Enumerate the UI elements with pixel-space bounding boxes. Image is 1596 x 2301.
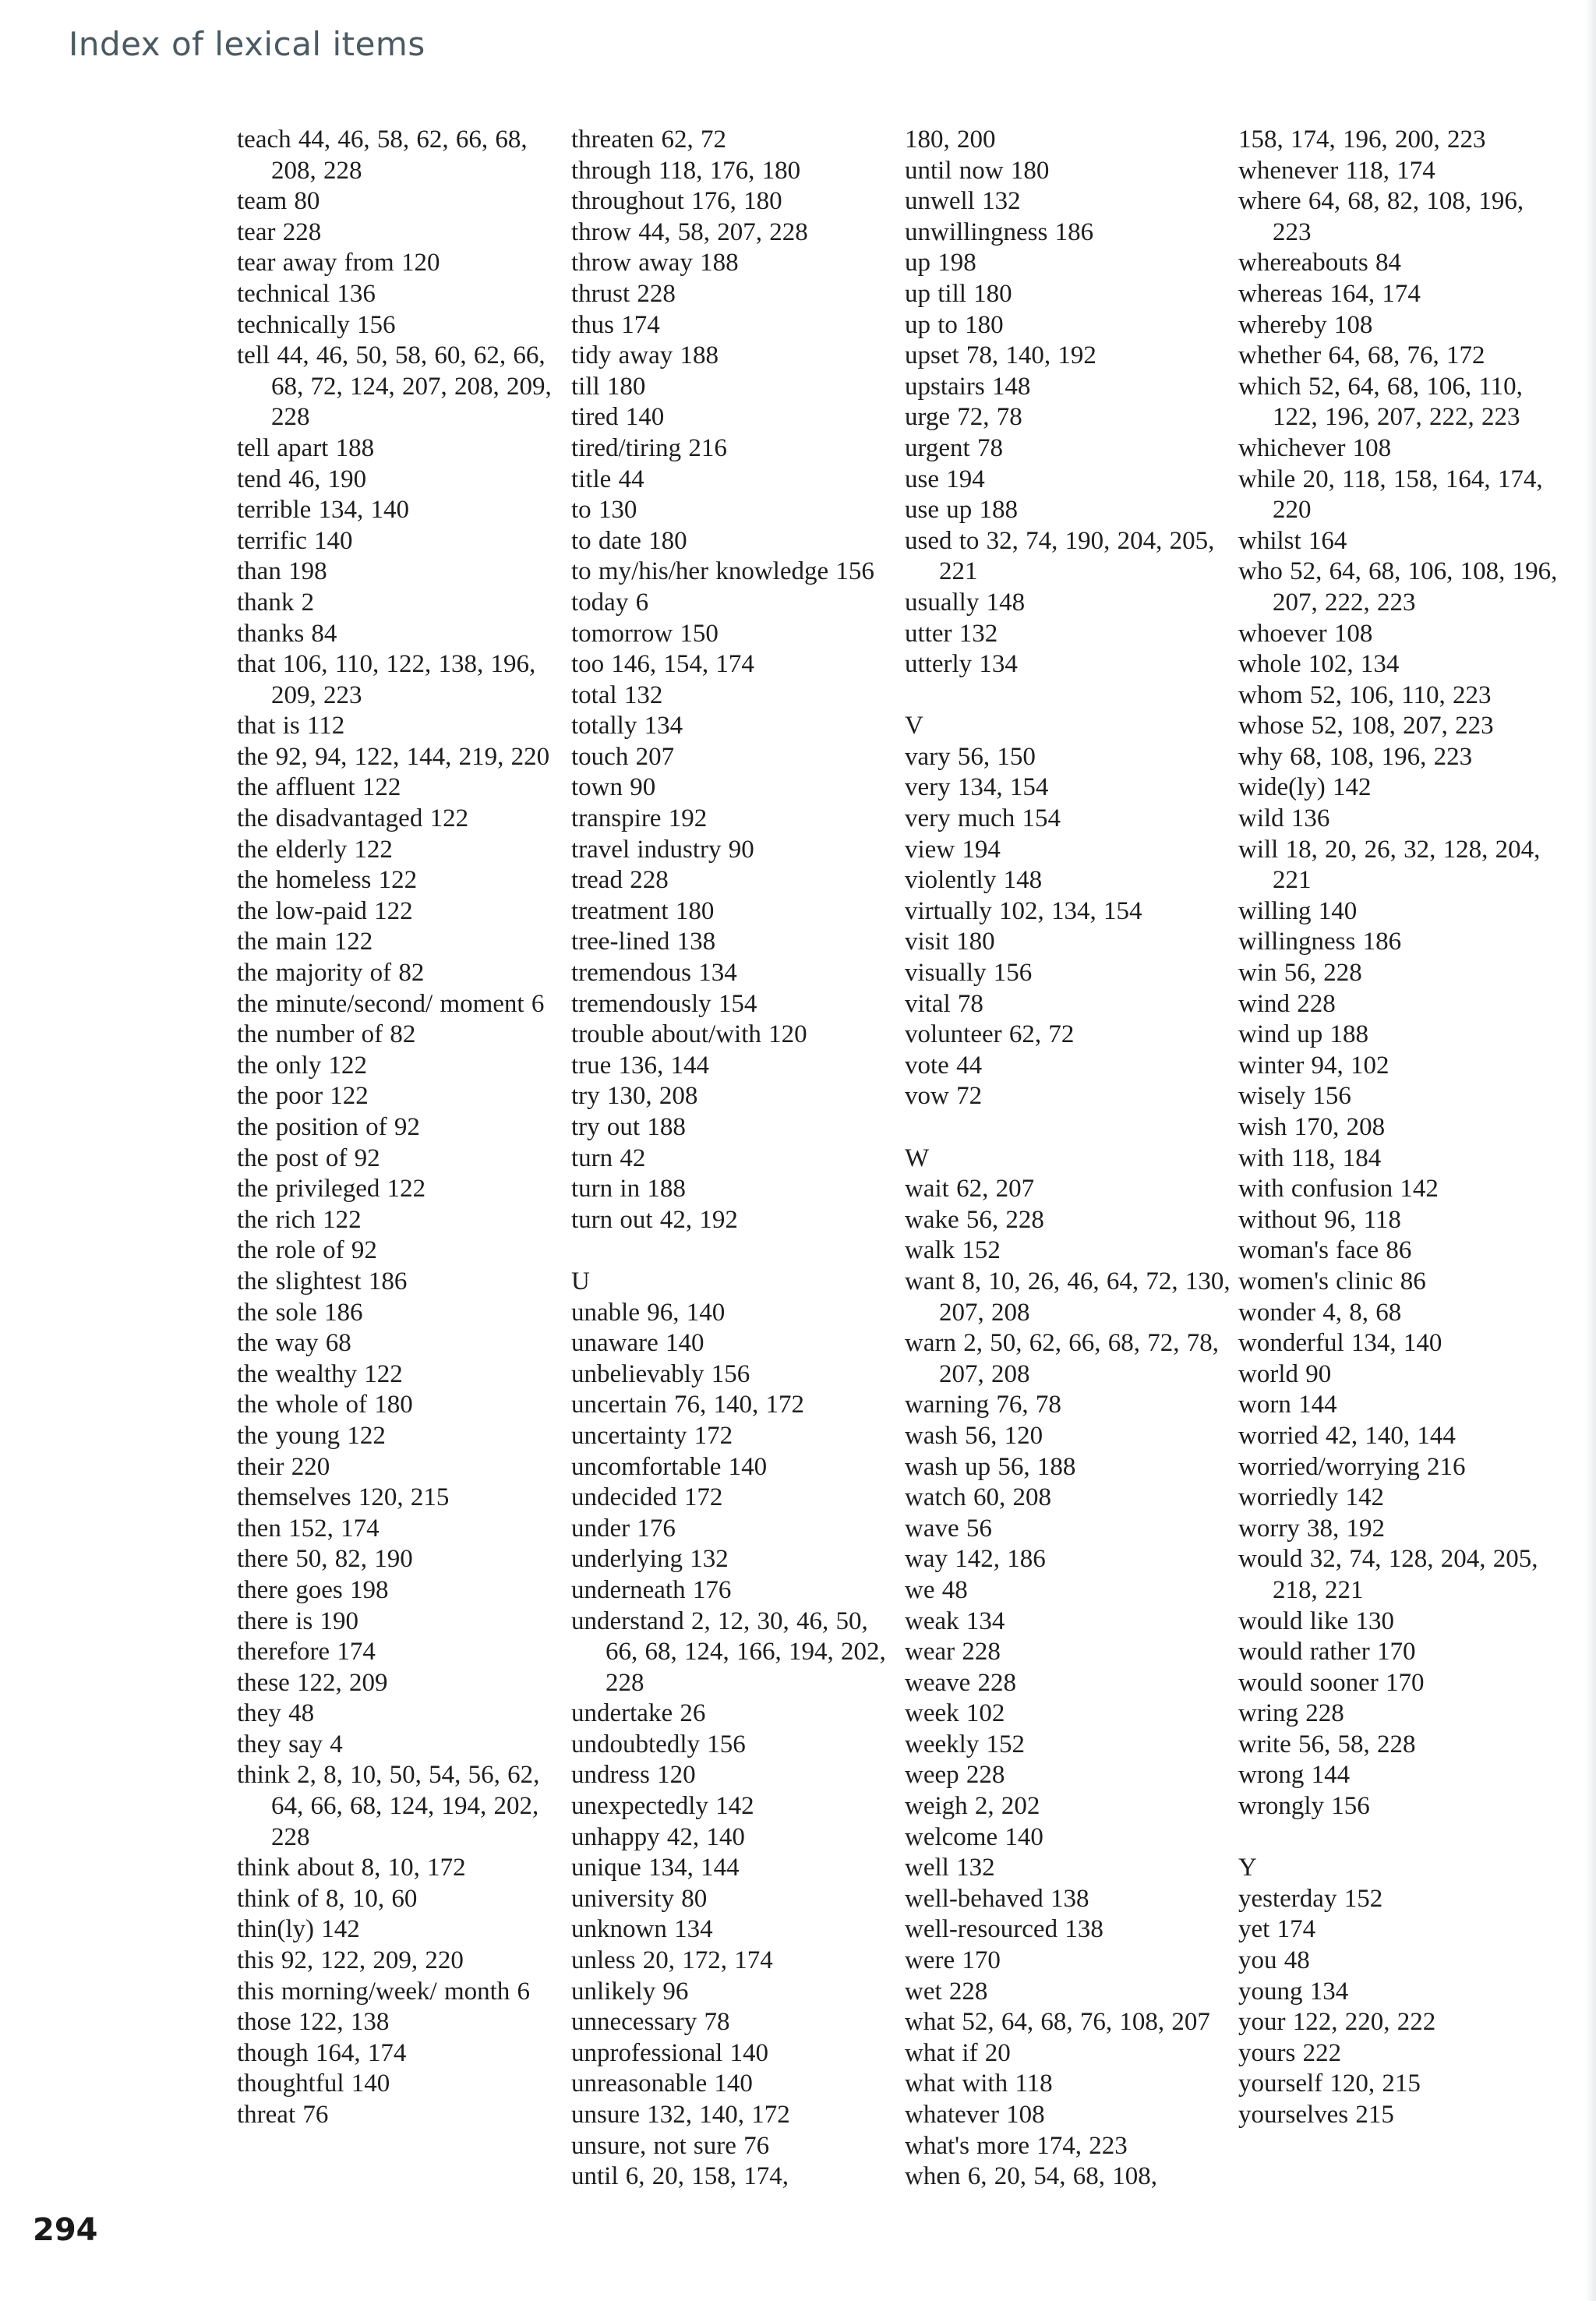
index-entry: utterly 134	[905, 650, 1018, 679]
index-entry: want 8, 10, 26, 46, 64, 72, 130, 207, 208	[905, 1267, 1231, 1327]
index-entry: vote 44	[905, 1051, 983, 1080]
index-entry: weigh 2, 202	[905, 1792, 1040, 1821]
index-entry: wind up 188	[1238, 1020, 1368, 1049]
index-entry: unable 96, 140	[571, 1298, 726, 1327]
index-entry: tree-lined 138	[571, 928, 716, 956]
index-entry: threaten 62, 72	[571, 125, 727, 154]
index-entry: were 170	[905, 1946, 1001, 1975]
index-entry: wet 228	[905, 1977, 988, 2006]
index-entry: unnecessary 78	[571, 2008, 730, 2037]
index-entry: tidy away 188	[571, 341, 719, 370]
index-entry: transpire 192	[571, 804, 708, 833]
index-entry: walk 152	[905, 1236, 1001, 1265]
index-entry: worried 42, 140, 144	[1238, 1421, 1456, 1450]
index-entry: whatever 108	[905, 2101, 1045, 2129]
index-entry: than 198	[237, 557, 327, 586]
index-entry: through 118, 176, 180	[571, 156, 801, 185]
index-entry: vital 78	[905, 989, 983, 1018]
index-entry: the majority of 82	[237, 959, 425, 988]
index-entry: the main 122	[237, 928, 373, 956]
index-entry: urge 72, 78	[905, 403, 1022, 432]
index-entry: the whole of 180	[237, 1391, 413, 1419]
index-entry: tend 46, 190	[237, 465, 367, 493]
index-entry: unhappy 42, 140	[571, 1822, 745, 1851]
index-entry: town 90	[571, 773, 656, 802]
index-entry: urgent 78	[905, 433, 1003, 462]
index-entry: that 106, 110, 122, 138, 196, 209, 223	[237, 650, 536, 709]
index-entry: your 122, 220, 222	[1238, 2008, 1436, 2037]
index-entry: tear 228	[237, 217, 322, 246]
index-entry: undertake 26	[571, 1699, 706, 1728]
index-entry: use up 188	[905, 496, 1018, 525]
index-entry: therefore 174	[237, 1638, 376, 1667]
index-entry: wrongly 156	[1238, 1792, 1370, 1821]
index-entry: wait 62, 207	[905, 1175, 1035, 1204]
index-entry: way 142, 186	[905, 1545, 1046, 1574]
index-entry: uncertain 76, 140, 172	[571, 1391, 805, 1419]
index-entry: travel industry 90	[571, 835, 754, 864]
index-entry: wonder 4, 8, 68	[1238, 1298, 1402, 1327]
index-entry: willingness 186	[1238, 928, 1402, 956]
index-entry: thoughtful 140	[237, 2069, 390, 2098]
index-entry: wrong 144	[1238, 1761, 1351, 1790]
index-entry: to my/his/her knowledge 156	[571, 557, 874, 586]
index-entry: wring 228	[1238, 1699, 1344, 1728]
index-entry: vow 72	[905, 1082, 983, 1111]
index-column-2	[571, 125, 899, 2193]
section-letter: Y	[1238, 1854, 1257, 1882]
index-entry: would like 130	[1238, 1606, 1394, 1635]
index-entry: what if 20	[905, 2038, 1011, 2067]
index-entry: turn out 42, 192	[571, 1205, 738, 1234]
index-entry: worried/worrying 216	[1238, 1452, 1466, 1481]
index-entry: weep 228	[905, 1761, 1005, 1790]
index-entry: the rich 122	[237, 1205, 362, 1234]
index-entry: yet 174	[1238, 1915, 1316, 1944]
index-entry: up to 180	[905, 310, 1004, 339]
index-entry: thus 174	[571, 310, 660, 339]
index-entry: wave 56	[905, 1514, 992, 1543]
index-entry: the affluent 122	[237, 773, 401, 802]
index-entry: under 176	[571, 1514, 676, 1543]
index-entry: use 194	[905, 465, 985, 493]
index-entry: what's more 174, 223	[905, 2131, 1128, 2160]
index-entry: the slightest 186	[237, 1267, 408, 1295]
page-title: Index of lexical items	[69, 25, 425, 63]
index-entry: worry 38, 192	[1238, 1514, 1386, 1543]
index-entry: would 32, 74, 128, 204, 205, 218, 221	[1238, 1545, 1538, 1604]
index-entry: the position of 92	[237, 1113, 420, 1141]
page-number: 294	[33, 2212, 98, 2248]
index-entry: where 64, 68, 82, 108, 196, 223	[1238, 187, 1524, 246]
index-entry: welcome 140	[905, 1822, 1043, 1851]
index-entry: while 20, 118, 158, 164, 174, 220	[1238, 465, 1543, 525]
index-entry: themselves 120, 215	[237, 1483, 450, 1512]
index-entry: young 134	[1238, 1977, 1349, 2006]
section-letter: U	[571, 1267, 590, 1295]
index-entry: the way 68	[237, 1329, 351, 1358]
index-entry: tread 228	[571, 866, 669, 895]
index-entry: the elderly 122	[237, 835, 393, 864]
index-entry: whichever 108	[1238, 433, 1392, 462]
index-entry: throw away 188	[571, 249, 739, 277]
index-entry: when 6, 20, 54, 68, 108,	[905, 2162, 1157, 2191]
index-entry: terrific 140	[237, 526, 353, 555]
index-entry: though 164, 174	[237, 2038, 407, 2067]
index-entry: the post of 92	[237, 1143, 380, 1172]
index-entry: the disadvantaged 122	[237, 804, 469, 833]
index-entry: the privileged 122	[237, 1175, 426, 1204]
index-entry: try out 188	[571, 1113, 686, 1141]
index-entry: think about 8, 10, 172	[237, 1854, 466, 1882]
index-entry: university 80	[571, 1884, 708, 1913]
index-entry: well 132	[905, 1854, 995, 1882]
index-entry: who 52, 64, 68, 106, 108, 196, 207, 222, 223	[1238, 557, 1558, 617]
index-entry: thank 2	[237, 588, 315, 617]
index-entry: the wealthy 122	[237, 1359, 403, 1388]
index-entry: undress 120	[571, 1761, 696, 1790]
index-entry: there goes 198	[237, 1575, 389, 1604]
index-column-4	[1238, 125, 1566, 2131]
section-letter: W	[905, 1143, 930, 1172]
index-entry: very 134, 154	[905, 773, 1049, 802]
section-letter: V	[905, 712, 923, 740]
index-entry: uncertainty 172	[571, 1421, 733, 1450]
index-entry: wide(ly) 142	[1238, 773, 1372, 802]
index-entry: the young 122	[237, 1421, 386, 1450]
index-entry: they 48	[237, 1699, 315, 1728]
index-entry: weave 228	[905, 1668, 1017, 1697]
index-entry: upstairs 148	[905, 372, 1031, 401]
index-entry: would rather 170	[1238, 1638, 1416, 1667]
index-column-1	[237, 125, 564, 2131]
index-entry: upset 78, 140, 192	[905, 341, 1096, 370]
index-entry: true 136, 144	[571, 1051, 710, 1080]
index-entry: technical 136	[237, 279, 376, 308]
index-entry: the sole 186	[237, 1298, 363, 1327]
index-entry: team 80	[237, 187, 320, 216]
index-entry: they say 4	[237, 1730, 343, 1758]
index-entry: the only 122	[237, 1051, 367, 1080]
index-entry: unexpectedly 142	[571, 1792, 754, 1821]
index-entry: we 48	[905, 1575, 968, 1604]
index-entry: visually 156	[905, 959, 1033, 988]
index-entry: those 122, 138	[237, 2008, 390, 2037]
index-entry: tomorrow 150	[571, 619, 719, 648]
index-entry: undecided 172	[571, 1483, 723, 1512]
index-entry: warning 76, 78	[905, 1391, 1061, 1419]
page-edge-shadow	[1585, 0, 1596, 2301]
index-entry: underlying 132	[571, 1545, 729, 1574]
index-entry: volunteer 62, 72	[905, 1020, 1075, 1049]
index-entry: unknown 134	[571, 1915, 713, 1944]
index-entry: which 52, 64, 68, 106, 110, 122, 196, 207, 222, 223	[1238, 372, 1523, 432]
index-entry: why 68, 108, 196, 223	[1238, 742, 1473, 771]
index-entry: tired 140	[571, 403, 665, 432]
index-entry: then 152, 174	[237, 1514, 380, 1543]
index-entry: whose 52, 108, 207, 223	[1238, 712, 1494, 740]
index-entry: write 56, 58, 228	[1238, 1730, 1416, 1758]
index-entry: totally 134	[571, 712, 683, 740]
index-entry: total 132	[571, 680, 663, 709]
index-entry: treatment 180	[571, 896, 715, 925]
index-entry: to date 180	[571, 526, 687, 555]
index-entry: would sooner 170	[1238, 1668, 1425, 1697]
index-entry: the homeless 122	[237, 866, 418, 895]
index-entry: tell apart 188	[237, 433, 375, 462]
index-entry: will 18, 20, 26, 32, 128, 204, 221	[1238, 835, 1541, 895]
index-entry: yourselves 215	[1238, 2101, 1394, 2129]
index-entry: title 44	[571, 465, 644, 493]
index-entry: warn 2, 50, 62, 66, 68, 72, 78, 207, 208	[905, 1329, 1219, 1388]
index-entry: wonderful 134, 140	[1238, 1329, 1442, 1358]
index-entry: tremendous 134	[571, 959, 737, 988]
index-entry: unwell 132	[905, 187, 1021, 216]
index-entry: worn 144	[1238, 1391, 1337, 1419]
index-entry: their 220	[237, 1452, 330, 1481]
index-entry: unprofessional 140	[571, 2038, 769, 2067]
index-entry: women's clinic 86	[1238, 1267, 1426, 1295]
index-entry: tear away from 120	[237, 249, 440, 277]
index-entry: wash up 56, 188	[905, 1452, 1076, 1481]
index-entry: unique 134, 144	[571, 1854, 740, 1882]
index-entry: whether 64, 68, 76, 172	[1238, 341, 1485, 370]
index-entry: weekly 152	[905, 1730, 1026, 1758]
index-entry: tired/tiring 216	[571, 433, 727, 462]
index-entry: think of 8, 10, 60	[237, 1884, 418, 1913]
index-entry: unlikely 96	[571, 1977, 689, 2006]
index-entry: uncomfortable 140	[571, 1452, 768, 1481]
index-entry: what 52, 64, 68, 76, 108, 207	[905, 2008, 1210, 2037]
index-entry: unbelievably 156	[571, 1359, 750, 1388]
index-entry: till 180	[571, 372, 646, 401]
index-entry: the role of 92	[237, 1236, 377, 1265]
index-entry: until now 180	[905, 156, 1050, 185]
index-entry: try 130, 208	[571, 1082, 698, 1111]
index-entry: vary 56, 150	[905, 742, 1036, 771]
index-entry: this 92, 122, 209, 220	[237, 1946, 464, 1975]
index-entry: win 56, 228	[1238, 959, 1362, 988]
index-entry: unsure, not sure 76	[571, 2131, 770, 2160]
index-entry: yesterday 152	[1238, 1884, 1383, 1913]
index-entry: wear 228	[905, 1638, 1001, 1667]
index-entry: 158, 174, 196, 200, 223	[1238, 125, 1486, 154]
index-entry: week 102	[905, 1699, 1005, 1728]
index-entry: yourself 120, 215	[1238, 2069, 1421, 2098]
index-entry: until 6, 20, 158, 174,	[571, 2162, 789, 2191]
index-entry: whole 102, 134	[1238, 650, 1400, 679]
index-entry: visit 180	[905, 928, 995, 956]
index-entry: thin(ly) 142	[237, 1915, 360, 1944]
index-entry: underneath 176	[571, 1575, 732, 1604]
index-entry: think 2, 8, 10, 50, 54, 56, 62, 64, 66, 68, 124, 194, 202, 228	[237, 1761, 540, 1851]
index-entry: world 90	[1238, 1359, 1332, 1388]
index-entry: the number of 82	[237, 1020, 416, 1049]
index-entry: whom 52, 106, 110, 223	[1238, 680, 1492, 709]
index-entry: woman's face 86	[1238, 1236, 1412, 1265]
index-entry: used to 32, 74, 190, 204, 205, 221	[905, 526, 1215, 586]
index-entry: yours 222	[1238, 2038, 1342, 2067]
index-entry: these 122, 209	[237, 1668, 388, 1697]
index-entry: wash 56, 120	[905, 1421, 1043, 1450]
index-entry: very much 154	[905, 804, 1061, 833]
index-entry: whereabouts 84	[1238, 249, 1402, 277]
index-entry: this morning/week/ month 6	[237, 1977, 531, 2006]
index-entry: teach 44, 46, 58, 62, 66, 68, 208, 228	[237, 125, 528, 185]
index-entry: unsure 132, 140, 172	[571, 2101, 790, 2129]
index-entry: terrible 134, 140	[237, 496, 410, 525]
index-entry: you 48	[1238, 1946, 1310, 1975]
index-entry: view 194	[905, 835, 1001, 864]
index-entry: undoubtedly 156	[571, 1730, 746, 1758]
index-entry: virtually 102, 134, 154	[905, 896, 1142, 925]
index-entry: too 146, 154, 174	[571, 650, 754, 679]
index-entry: violently 148	[905, 866, 1043, 895]
index-entry: up till 180	[905, 279, 1012, 308]
index-entry: the poor 122	[237, 1082, 369, 1111]
index-entry: unless 20, 172, 174	[571, 1946, 773, 1975]
index-entry: today 6	[571, 588, 649, 617]
index-entry: thanks 84	[237, 619, 337, 648]
index-entry: what with 118	[905, 2069, 1053, 2098]
index-entry: watch 60, 208	[905, 1483, 1052, 1512]
index-entry: unreasonable 140	[571, 2069, 753, 2098]
index-entry: without 96, 118	[1238, 1205, 1401, 1234]
index-entry: unwillingness 186	[905, 217, 1094, 246]
index-entry: whenever 118, 174	[1238, 156, 1435, 185]
index-entry: the 92, 94, 122, 144, 219, 220	[237, 742, 550, 771]
index-entry: worriedly 142	[1238, 1483, 1385, 1512]
index-entry: whereby 108	[1238, 310, 1373, 339]
index-column-3	[905, 125, 1232, 2193]
index-entry: weak 134	[905, 1606, 1005, 1635]
index-entry: there 50, 82, 190	[237, 1545, 413, 1574]
index-entry: turn 42	[571, 1143, 646, 1172]
index-entry: winter 94, 102	[1238, 1051, 1389, 1080]
index-entry: unaware 140	[571, 1329, 704, 1358]
index-entry: thrust 228	[571, 279, 676, 308]
index-entry: to 130	[571, 496, 637, 525]
index-entry: up 198	[905, 249, 976, 277]
index-entry: touch 207	[571, 742, 675, 771]
index-entry: tremendously 154	[571, 989, 757, 1018]
index-entry: throughout 176, 180	[571, 187, 782, 216]
index-entry: wind 228	[1238, 989, 1336, 1018]
index-entry: well-resourced 138	[905, 1915, 1103, 1944]
index-entry: turn in 188	[571, 1175, 686, 1204]
index-entry: wake 56, 228	[905, 1205, 1044, 1234]
index-entry: there is 190	[237, 1606, 358, 1635]
index-entry: whoever 108	[1238, 619, 1373, 648]
index-entry: wild 136	[1238, 804, 1330, 833]
index-entry: the low-paid 122	[237, 896, 413, 925]
index-entry: well-behaved 138	[905, 1884, 1089, 1913]
index-entry: wisely 156	[1238, 1082, 1351, 1111]
index-entry: 180, 200	[905, 125, 996, 154]
index-entry: with confusion 142	[1238, 1175, 1439, 1204]
index-entry: tell 44, 46, 50, 58, 60, 62, 66, 68, 72, 124, 207, 208, 209, 228	[237, 341, 552, 432]
index-entry: trouble about/with 120	[571, 1020, 807, 1049]
index-entry: whereas 164, 174	[1238, 279, 1421, 308]
index-entry: threat 76	[237, 2101, 329, 2129]
index-entry: the minute/second/ moment 6	[237, 989, 545, 1018]
index-entry: usually 148	[905, 588, 1026, 617]
index-entry: with 118, 184	[1238, 1143, 1382, 1172]
index-entry: willing 140	[1238, 896, 1358, 925]
index-entry: technically 156	[237, 310, 396, 339]
index-entry: throw 44, 58, 207, 228	[571, 217, 808, 246]
index-entry: utter 132	[905, 619, 998, 648]
index-entry: whilst 164	[1238, 526, 1347, 555]
index-entry: that is 112	[237, 712, 345, 740]
index-entry: wish 170, 208	[1238, 1113, 1386, 1141]
index-entry: understand 2, 12, 30, 46, 50, 66, 68, 124, 166, 194, 202, 228	[571, 1606, 886, 1697]
